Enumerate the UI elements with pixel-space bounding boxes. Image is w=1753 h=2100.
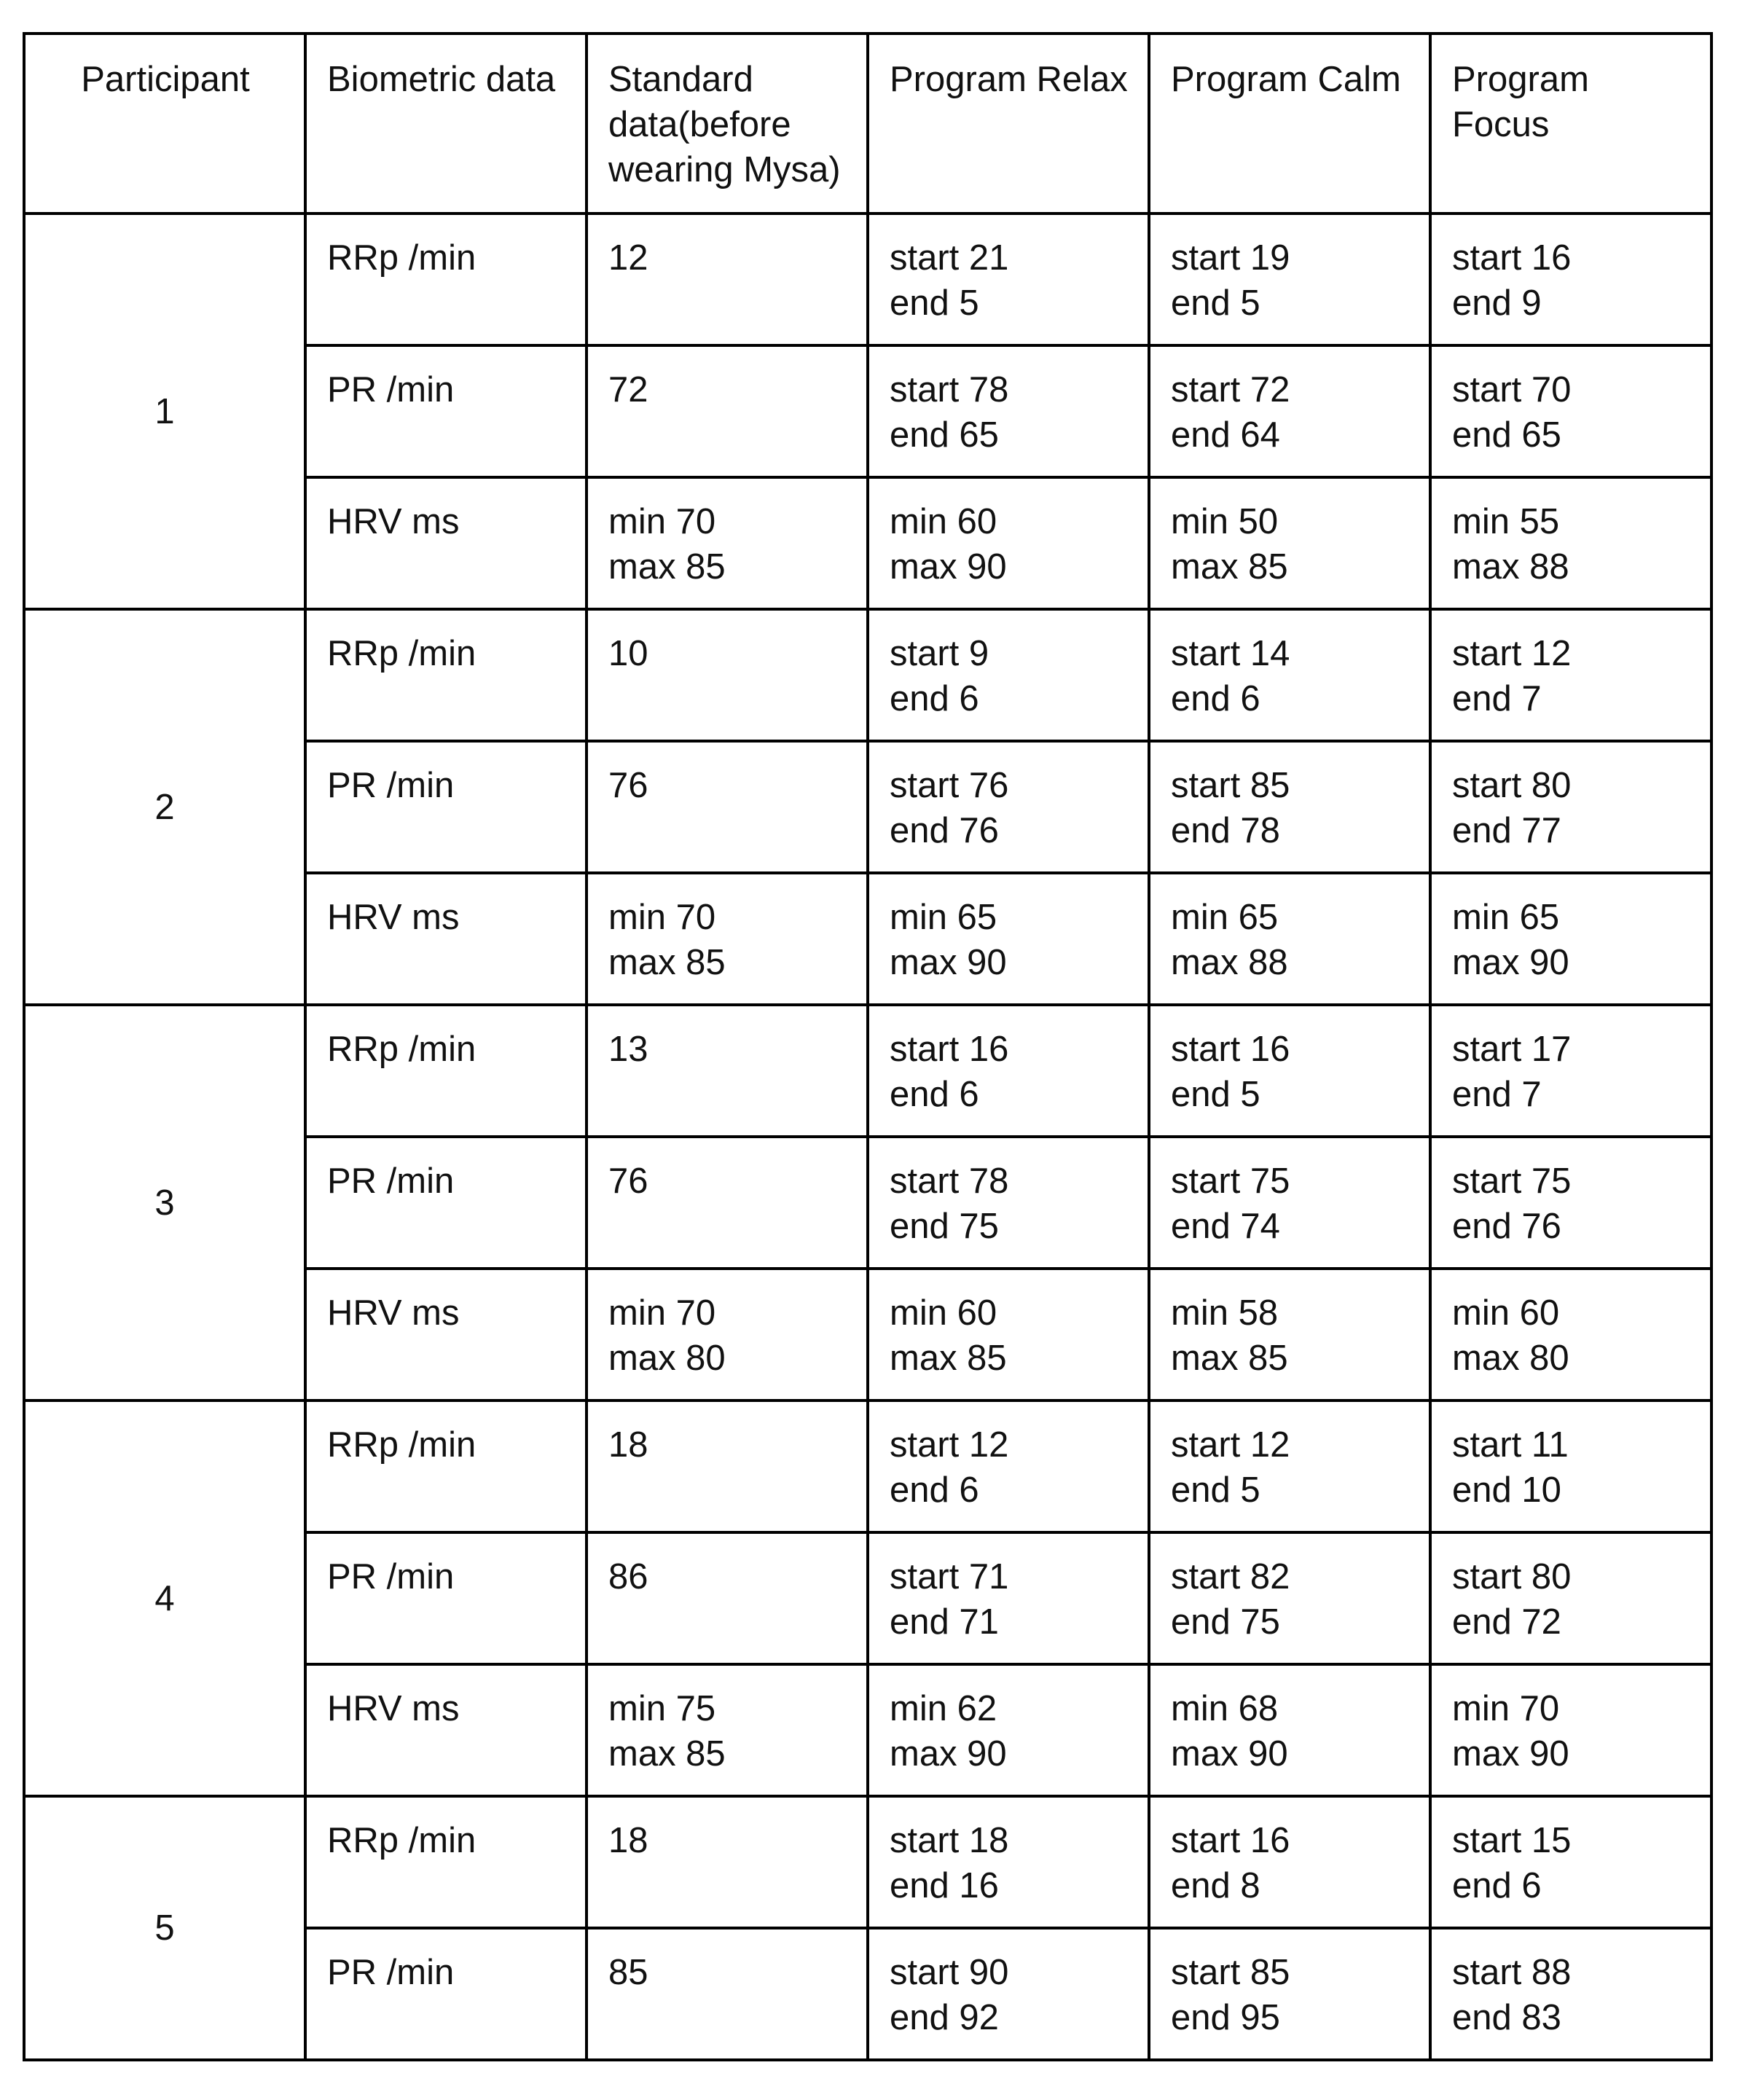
- participant-id-cell: 3: [24, 1005, 305, 1400]
- cell-value-line: min 62: [890, 1689, 997, 1728]
- program-relax-cell: [868, 1269, 1149, 1400]
- standard-data-cell: [587, 213, 868, 345]
- standard-data-cell: [587, 609, 868, 741]
- cell-value-line: min 65: [890, 898, 997, 937]
- cell-value-line: start 15: [1452, 1821, 1572, 1860]
- cell-value-line: end 65: [1452, 415, 1561, 455]
- cell-value-line: start 75: [1171, 1161, 1290, 1201]
- cell-value-line: max 90: [890, 943, 1007, 982]
- cell-value-line: end 64: [1171, 415, 1280, 455]
- cell-value-line: start 85: [1171, 1953, 1290, 1992]
- cell-value-line: 18: [608, 1821, 648, 1860]
- header-program-focus: Program Focus: [1430, 34, 1711, 213]
- cell-value-line: max 80: [608, 1339, 726, 1378]
- standard-data-cell: [587, 1796, 868, 1928]
- standard-data-cell: [587, 1532, 868, 1664]
- cell-value-line: start 80: [1452, 766, 1572, 805]
- program-focus-cell: [1430, 1796, 1711, 1928]
- cell-value-line: 10: [608, 634, 648, 673]
- table-row: [24, 1400, 1711, 1532]
- participant-id-cell: 5: [24, 1796, 305, 2060]
- program-focus-cell: [1430, 345, 1711, 477]
- cell-value-line: end 5: [1171, 1075, 1260, 1114]
- cell-value-line: end 6: [1171, 679, 1260, 718]
- cell-value-line: start 82: [1171, 1557, 1290, 1596]
- cell-value-line: end 74: [1171, 1207, 1280, 1246]
- cell-value-line: start 12: [1171, 1425, 1290, 1465]
- cell-value-line: end 7: [1452, 679, 1542, 718]
- cell-value-line: min 65: [1171, 898, 1279, 937]
- cell-value-line: min 60: [1452, 1293, 1560, 1333]
- participant-id-cell: 2: [24, 609, 305, 1005]
- program-calm-cell: [1149, 1137, 1430, 1269]
- program-relax-cell: [868, 1400, 1149, 1532]
- cell-value-line: min 65: [1452, 898, 1560, 937]
- cell-value-line: end 75: [1171, 1602, 1280, 1642]
- program-relax-cell: [868, 1137, 1149, 1269]
- program-calm-cell: [1149, 873, 1430, 1005]
- program-calm-cell: [1149, 741, 1430, 873]
- cell-value-line: start 16: [890, 1030, 1009, 1069]
- cell-value-line: 12: [608, 238, 648, 278]
- cell-value-line: start 11: [1452, 1425, 1569, 1465]
- program-calm-cell: [1149, 1796, 1430, 1928]
- cell-value-line: start 18: [890, 1821, 1009, 1860]
- cell-value-line: start 16: [1171, 1030, 1290, 1069]
- biometric-metric-cell: HRV ms: [305, 873, 587, 1005]
- program-focus-cell: [1430, 213, 1711, 345]
- cell-value-line: start 21: [890, 238, 1009, 278]
- cell-value-line: end 7: [1452, 1075, 1542, 1114]
- table-row: [24, 609, 1711, 741]
- cell-value-line: end 8: [1171, 1866, 1260, 1905]
- cell-value-line: max 80: [1452, 1339, 1569, 1378]
- biometric-metric-cell: PR /min: [305, 741, 587, 873]
- program-relax-cell: [868, 741, 1149, 873]
- cell-value-line: end 77: [1452, 811, 1561, 850]
- header-biometric-data: Biometric data: [305, 34, 587, 213]
- table-row: [24, 1005, 1711, 1137]
- cell-value-line: 13: [608, 1030, 648, 1069]
- cell-value-line: end 6: [890, 1075, 979, 1114]
- cell-value-line: 76: [608, 1161, 648, 1201]
- cell-value-line: start 76: [890, 766, 1009, 805]
- header-program-relax: Program Relax: [868, 34, 1149, 213]
- standard-data-cell: [587, 345, 868, 477]
- standard-data-cell: [587, 1928, 868, 2060]
- table-row: [24, 213, 1711, 345]
- program-focus-cell: [1430, 1664, 1711, 1796]
- cell-value-line: max 85: [608, 943, 726, 982]
- cell-value-line: start 16: [1452, 238, 1572, 278]
- cell-value-line: max 85: [608, 1734, 726, 1774]
- program-calm-cell: [1149, 345, 1430, 477]
- program-focus-cell: [1430, 477, 1711, 609]
- table-header: [24, 34, 1711, 213]
- cell-value-line: 76: [608, 766, 648, 805]
- program-calm-cell: [1149, 1928, 1430, 2060]
- standard-data-cell: [587, 1005, 868, 1137]
- standard-data-cell: [587, 1137, 868, 1269]
- cell-value-line: min 55: [1452, 502, 1560, 541]
- program-relax-cell: [868, 477, 1149, 609]
- program-focus-cell: [1430, 1137, 1711, 1269]
- cell-value-line: max 85: [1171, 547, 1288, 587]
- biometric-metric-cell: HRV ms: [305, 477, 587, 609]
- cell-value-line: max 90: [890, 547, 1007, 587]
- biometric-metric-cell: RRp /min: [305, 1796, 587, 1928]
- cell-value-line: end 72: [1452, 1602, 1561, 1642]
- cell-value-line: end 75: [890, 1207, 999, 1246]
- program-focus-cell: [1430, 1532, 1711, 1664]
- standard-data-cell: [587, 1664, 868, 1796]
- cell-value-line: max 85: [890, 1339, 1007, 1378]
- standard-data-cell: [587, 873, 868, 1005]
- cell-value-line: 18: [608, 1425, 648, 1465]
- table-row: [24, 1796, 1711, 1928]
- program-calm-cell: [1149, 1005, 1430, 1137]
- biometric-metric-cell: RRp /min: [305, 1400, 587, 1532]
- header-standard-data: Standard data(before wearing Mysa): [587, 34, 868, 213]
- cell-value-line: end 6: [1452, 1866, 1542, 1905]
- program-focus-cell: [1430, 609, 1711, 741]
- header-program-calm: Program Calm: [1149, 34, 1430, 213]
- biometric-metric-cell: PR /min: [305, 1532, 587, 1664]
- cell-value-line: end 83: [1452, 1998, 1561, 2037]
- cell-value-line: end 71: [890, 1602, 999, 1642]
- standard-data-cell: [587, 477, 868, 609]
- participant-id-cell: 1: [24, 213, 305, 609]
- cell-value-line: end 95: [1171, 1998, 1280, 2037]
- program-relax-cell: [868, 1532, 1149, 1664]
- cell-value-line: min 60: [890, 1293, 997, 1333]
- program-relax-cell: [868, 873, 1149, 1005]
- cell-value-line: max 90: [1452, 943, 1569, 982]
- cell-value-line: min 70: [608, 502, 716, 541]
- cell-value-line: end 5: [1171, 283, 1260, 323]
- cell-value-line: start 19: [1171, 238, 1290, 278]
- cell-value-line: start 17: [1452, 1030, 1572, 1069]
- cell-value-line: end 5: [1171, 1470, 1260, 1510]
- cell-value-line: end 76: [1452, 1207, 1561, 1246]
- program-focus-cell: [1430, 1928, 1711, 2060]
- program-relax-cell: [868, 213, 1149, 345]
- program-relax-cell: [868, 609, 1149, 741]
- biometric-metric-cell: PR /min: [305, 345, 587, 477]
- cell-value-line: end 6: [890, 679, 979, 718]
- cell-value-line: end 6: [890, 1470, 979, 1510]
- cell-value-line: start 70: [1452, 370, 1572, 410]
- standard-data-cell: [587, 741, 868, 873]
- cell-value-line: max 90: [890, 1734, 1007, 1774]
- cell-value-line: min 60: [890, 502, 997, 541]
- program-calm-cell: [1149, 1269, 1430, 1400]
- cell-value-line: start 78: [890, 1161, 1009, 1201]
- header-participant: Participant: [24, 34, 305, 213]
- cell-value-line: min 70: [608, 1293, 716, 1333]
- program-focus-cell: [1430, 1400, 1711, 1532]
- cell-value-line: start 90: [890, 1953, 1009, 1992]
- biometric-data-table: [23, 32, 1713, 2061]
- cell-value-line: min 50: [1171, 502, 1279, 541]
- cell-value-line: end 78: [1171, 811, 1280, 850]
- cell-value-line: start 71: [890, 1557, 1009, 1596]
- program-relax-cell: [868, 1664, 1149, 1796]
- cell-value-line: max 88: [1452, 547, 1569, 587]
- cell-value-line: end 16: [890, 1866, 999, 1905]
- program-relax-cell: [868, 1796, 1149, 1928]
- cell-value-line: max 85: [1171, 1339, 1288, 1378]
- cell-value-line: min 70: [1452, 1689, 1560, 1728]
- cell-value-line: end 5: [890, 283, 979, 323]
- cell-value-line: 86: [608, 1557, 648, 1596]
- cell-value-line: min 70: [608, 898, 716, 937]
- biometric-metric-cell: PR /min: [305, 1928, 587, 2060]
- cell-value-line: end 10: [1452, 1470, 1561, 1510]
- cell-value-line: start 75: [1452, 1161, 1572, 1201]
- program-calm-cell: [1149, 1664, 1430, 1796]
- table-body: [24, 213, 1711, 2060]
- biometric-metric-cell: RRp /min: [305, 1005, 587, 1137]
- standard-data-cell: [587, 1400, 868, 1532]
- biometric-data-table-container: [23, 32, 1711, 2061]
- standard-data-cell: [587, 1269, 868, 1400]
- cell-value-line: max 85: [608, 547, 726, 587]
- program-calm-cell: [1149, 213, 1430, 345]
- program-focus-cell: [1430, 873, 1711, 1005]
- cell-value-line: end 92: [890, 1998, 999, 2037]
- cell-value-line: 85: [608, 1953, 648, 1992]
- cell-value-line: start 85: [1171, 766, 1290, 805]
- cell-value-line: min 75: [608, 1689, 716, 1728]
- cell-value-line: max 88: [1171, 943, 1288, 982]
- program-relax-cell: [868, 345, 1149, 477]
- biometric-metric-cell: HRV ms: [305, 1664, 587, 1796]
- cell-value-line: min 58: [1171, 1293, 1279, 1333]
- cell-value-line: end 76: [890, 811, 999, 850]
- biometric-metric-cell: RRp /min: [305, 609, 587, 741]
- cell-value-line: min 68: [1171, 1689, 1279, 1728]
- cell-value-line: start 9: [890, 634, 989, 673]
- program-relax-cell: [868, 1928, 1149, 2060]
- cell-value-line: max 90: [1171, 1734, 1288, 1774]
- program-focus-cell: [1430, 741, 1711, 873]
- cell-value-line: start 88: [1452, 1953, 1572, 1992]
- cell-value-line: end 65: [890, 415, 999, 455]
- program-focus-cell: [1430, 1269, 1711, 1400]
- cell-value-line: start 72: [1171, 370, 1290, 410]
- biometric-metric-cell: HRV ms: [305, 1269, 587, 1400]
- cell-value-line: start 12: [890, 1425, 1009, 1465]
- cell-value-line: start 78: [890, 370, 1009, 410]
- biometric-metric-cell: PR /min: [305, 1137, 587, 1269]
- program-relax-cell: [868, 1005, 1149, 1137]
- participant-id-cell: 4: [24, 1400, 305, 1796]
- program-focus-cell: [1430, 1005, 1711, 1137]
- program-calm-cell: [1149, 477, 1430, 609]
- program-calm-cell: [1149, 609, 1430, 741]
- program-calm-cell: [1149, 1400, 1430, 1532]
- biometric-metric-cell: RRp /min: [305, 213, 587, 345]
- cell-value-line: end 9: [1452, 283, 1542, 323]
- cell-value-line: start 14: [1171, 634, 1290, 673]
- cell-value-line: 72: [608, 370, 648, 410]
- cell-value-line: start 80: [1452, 1557, 1572, 1596]
- program-calm-cell: [1149, 1532, 1430, 1664]
- cell-value-line: max 90: [1452, 1734, 1569, 1774]
- cell-value-line: start 16: [1171, 1821, 1290, 1860]
- header-row: [24, 34, 1711, 213]
- cell-value-line: start 12: [1452, 634, 1572, 673]
